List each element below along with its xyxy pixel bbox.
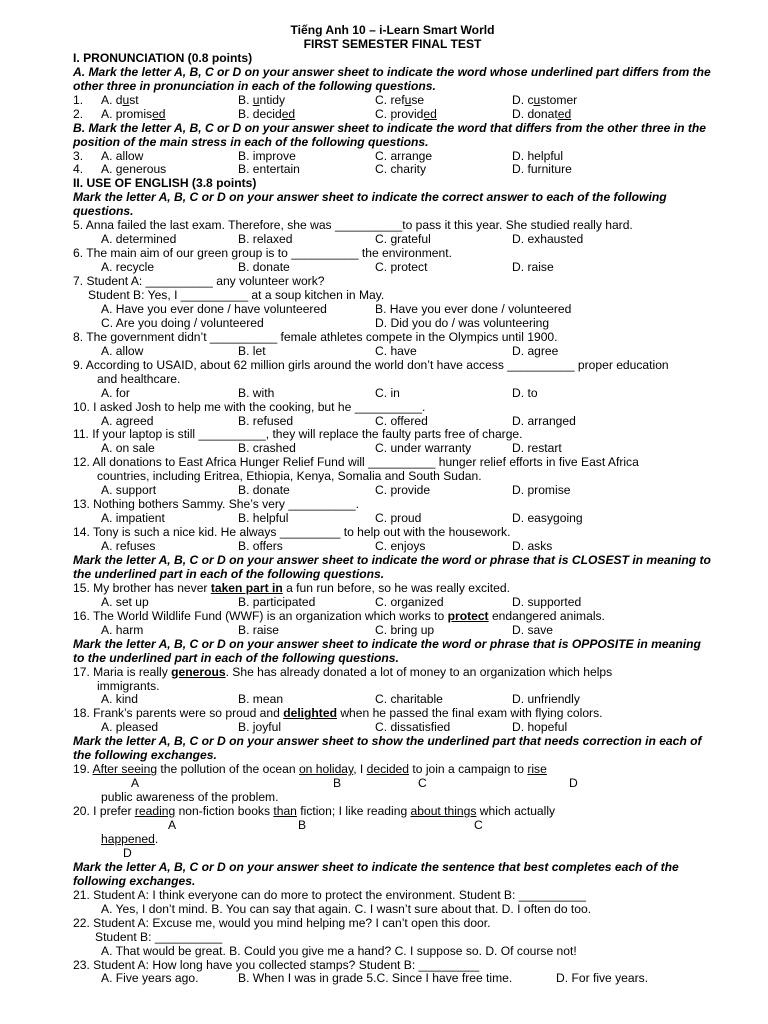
question-8-options bbox=[73, 345, 712, 359]
question-12-text-2: countries, including Eritrea, Ethiopia, Kenya, Somalia and South Sudan. bbox=[97, 469, 482, 484]
question-11-text: 11. If your laptop is still __________, they will replace the faulty parts free of charge. bbox=[73, 427, 523, 442]
option-a: A. set up bbox=[101, 594, 149, 609]
option-c: C. provide bbox=[375, 483, 431, 498]
question-number: 4. bbox=[73, 162, 84, 177]
question-8-text: 8. The government didn’t __________ female athletes compete in the Olympics until 1900. bbox=[73, 329, 558, 344]
option-d: D. agree bbox=[512, 343, 559, 358]
option-a: A. dust bbox=[101, 92, 139, 107]
question-16-text: 16. The World Wildlife Fund (WWF) is an organization which works to protect endangered animals. bbox=[73, 608, 605, 623]
instruction-closest: Mark the letter A, B, C or D on your answer sheet to indicate the word or phrase that is CLOSEST in meaning to the underlined part in each of the following questions. bbox=[73, 552, 711, 581]
question-10-text: 10. I asked Josh to help me with the cooking, but he __________. bbox=[73, 399, 426, 414]
option-c: C. proud bbox=[375, 511, 422, 526]
question-15-text: 15. My brother has never taken part in a fun run before, so he was really excited. bbox=[73, 580, 510, 595]
question-4 bbox=[73, 163, 712, 177]
question-17-text-2: immigrants. bbox=[97, 678, 160, 693]
question-16-options bbox=[73, 624, 712, 638]
letter-c: C bbox=[474, 818, 483, 833]
section-pronunciation-heading: I. PRONUNCIATION (0.8 points) bbox=[73, 50, 253, 65]
letter-a: A bbox=[131, 776, 140, 791]
option-c: C. under warranty bbox=[375, 441, 472, 456]
option-d: D. restart bbox=[512, 441, 562, 456]
letter-b: B bbox=[298, 818, 307, 833]
option-d: D. exhausted bbox=[512, 232, 584, 247]
underlined-part-d: rise bbox=[527, 762, 547, 777]
option-a: A. Five years ago. bbox=[101, 971, 199, 986]
option-d: D. Did you do / was volunteering bbox=[375, 315, 550, 330]
instruction-error-correction: Mark the letter A, B, C or D on your answer sheet to show the underlined part that needs correction in each of the following exchanges. bbox=[73, 734, 702, 763]
option-b: B. entertain bbox=[238, 162, 300, 177]
option-b: B. joyful bbox=[238, 720, 282, 735]
option-d: D. unfriendly bbox=[512, 692, 580, 707]
option-b: B. donate bbox=[238, 260, 290, 275]
option-d: D. save bbox=[512, 622, 553, 637]
option-d: D. supported bbox=[512, 594, 582, 609]
underlined-part-b: than bbox=[273, 804, 297, 819]
option-d: D. easygoing bbox=[512, 511, 583, 526]
option-c: C. charity bbox=[375, 162, 427, 177]
option-b: B. refused bbox=[238, 413, 294, 428]
question-number: 3. bbox=[73, 148, 84, 163]
option-c: C. charitable bbox=[375, 692, 443, 707]
option-a: A. recycle bbox=[101, 260, 155, 275]
option-a: A. agreed bbox=[101, 413, 154, 428]
option-b: B. raise bbox=[238, 622, 279, 637]
option-d: D. promise bbox=[512, 483, 571, 498]
question-7-text: 7. Student A: __________ any volunteer work? bbox=[73, 274, 325, 289]
option-d: D. donated bbox=[512, 106, 572, 121]
document-subtitle: FIRST SEMESTER FINAL TEST bbox=[303, 36, 482, 51]
option-c: C. enjoys bbox=[375, 539, 426, 554]
question-14-options bbox=[73, 540, 712, 554]
option-c: C. in bbox=[375, 385, 400, 400]
question-14-text: 14. Tony is such a nice kid. He always _________ to help out with the housework. bbox=[73, 525, 511, 540]
option-a: A. allow bbox=[101, 343, 144, 358]
option-b: B. untidy bbox=[238, 92, 286, 107]
option-c: C. dissatisfied bbox=[375, 720, 451, 735]
document-title: Tiếng Anh 10 – i-Learn Smart World bbox=[290, 23, 495, 37]
option-a: A. kind bbox=[101, 692, 138, 707]
question-9-options bbox=[73, 387, 712, 401]
underlined-phrase: delighted bbox=[283, 706, 337, 721]
section-use-of-english-heading: II. USE OF ENGLISH (3.8 points) bbox=[73, 176, 257, 191]
option-c: C. arrange bbox=[375, 148, 433, 163]
option-c: C. offered bbox=[375, 413, 428, 428]
question-number: 1. bbox=[73, 92, 84, 107]
option-c: C. organized bbox=[375, 594, 444, 609]
option-d: D. helpful bbox=[512, 148, 564, 163]
option-d: D. to bbox=[512, 385, 538, 400]
letter-d: D bbox=[569, 776, 578, 791]
question-7-options-row-1 bbox=[73, 303, 712, 317]
letter-a: A bbox=[168, 818, 177, 833]
option-a: A. refuses bbox=[101, 539, 156, 554]
instruction-stress: B. Mark the letter A, B, C or D on your answer sheet to indicate the word that differs from the other three in the position of the main stress in each of the following questions. bbox=[73, 120, 706, 149]
question-18-options bbox=[73, 721, 712, 735]
underlined-phrase: generous bbox=[171, 664, 226, 679]
underlined-phrase: protect bbox=[447, 608, 489, 623]
option-c: C. bring up bbox=[375, 622, 435, 637]
question-22-text-2: Student B: __________ bbox=[95, 929, 223, 944]
question-7-text-2: Student B: Yes, I __________ at a soup kitchen in May. bbox=[88, 288, 385, 303]
question-9-text-2: and healthcare. bbox=[97, 371, 181, 386]
option-b: B. improve bbox=[238, 148, 296, 163]
option-b: B. relaxed bbox=[238, 232, 293, 247]
question-13-text: 13. Nothing bothers Sammy. She’s very __________. bbox=[73, 497, 359, 512]
letter-d: D bbox=[123, 845, 132, 860]
question-5-text: 5. Anna failed the last exam. Therefore, she was __________to pass it this year. She studied really hard. bbox=[73, 218, 633, 233]
option-c: C. protect bbox=[375, 260, 428, 275]
option-d: D. For five years. bbox=[556, 971, 649, 986]
option-a: A. support bbox=[101, 483, 157, 498]
question-12-options bbox=[73, 484, 712, 498]
option-b: B. offers bbox=[238, 539, 283, 554]
question-17-options bbox=[73, 693, 712, 707]
option-d: D. raise bbox=[512, 260, 554, 275]
question-10-options bbox=[73, 415, 712, 429]
underlined-part-c: decided bbox=[366, 762, 410, 777]
question-22-text: 22. Student A: Excuse me, would you mind helping me? I can’t open this door. bbox=[73, 915, 491, 930]
option-a: A. for bbox=[101, 385, 130, 400]
underlined-part-d: happened bbox=[101, 831, 155, 846]
question-6-text: 6. The main aim of our green group is to __________ the environment. bbox=[73, 246, 452, 261]
option-b: B. with bbox=[238, 385, 275, 400]
question-23-text: 23. Student A: How long have you collected stamps? Student B: _________ bbox=[73, 957, 480, 972]
question-2 bbox=[73, 108, 712, 122]
option-b: B. decided bbox=[238, 106, 296, 121]
question-5-options bbox=[73, 233, 712, 247]
question-20-letter-d bbox=[73, 847, 712, 861]
option-b: B. crashed bbox=[238, 441, 296, 456]
question-19-letters bbox=[73, 777, 712, 791]
instruction-exchanges: Mark the letter A, B, C or D on your answer sheet to indicate the sentence that best completes each of the following exchanges. bbox=[73, 859, 679, 888]
question-11-options bbox=[73, 442, 712, 456]
option-d: D. furniture bbox=[512, 162, 572, 177]
option-b: B. helpful bbox=[238, 511, 289, 526]
option-d: D. arranged bbox=[512, 413, 576, 428]
question-19-text-2: public awareness of the problem. bbox=[101, 790, 279, 805]
question-12-text: 12. All donations to East Africa Hunger Relief Fund will __________ hunger relief efforts in five East Africa bbox=[73, 455, 639, 470]
option-b: B. let bbox=[238, 343, 266, 358]
question-20-text-2: happened. bbox=[101, 831, 159, 846]
option-a: A. pleased bbox=[101, 720, 159, 735]
option-c: C. Are you doing / volunteered bbox=[101, 315, 264, 330]
question-18-text: 18. Frank’s parents were so proud and delighted when he passed the final exam with flying colors. bbox=[73, 706, 603, 721]
option-d: D. hopeful bbox=[512, 720, 568, 735]
option-c: C. have bbox=[375, 343, 417, 358]
option-a: A. promised bbox=[101, 106, 166, 121]
option-d: D. asks bbox=[512, 539, 553, 554]
underlined-part-c: about things bbox=[410, 804, 477, 819]
question-20-text: 20. I prefer reading non-fiction books than fiction; I like reading about things which actually bbox=[73, 804, 556, 819]
option-a: A. harm bbox=[101, 622, 144, 637]
underlined-part-a: reading bbox=[134, 804, 176, 819]
letter-b: B bbox=[333, 776, 342, 791]
question-21-options: A. Yes, I don’t mind. B. You can say that again. C. I wasn’t sure about that. D. I often do too. bbox=[101, 901, 592, 916]
option-b: B. Have you ever done / volunteered bbox=[375, 301, 572, 316]
question-13-options bbox=[73, 512, 712, 526]
question-15-options bbox=[73, 596, 712, 610]
option-c: C. provided bbox=[375, 106, 437, 121]
option-a: A. Have you ever done / have volunteered bbox=[101, 301, 327, 316]
option-a: A. impatient bbox=[101, 511, 165, 526]
letter-c: C bbox=[418, 776, 427, 791]
question-7-options-row-2 bbox=[73, 317, 712, 331]
question-20-letters bbox=[73, 819, 712, 833]
option-c: C. grateful bbox=[375, 232, 431, 247]
question-17-text: 17. Maria is really generous. She has already donated a lot of money to an organization which helps bbox=[73, 664, 613, 679]
underlined-phrase: taken part in bbox=[210, 580, 283, 595]
question-3 bbox=[73, 150, 712, 164]
option-a: A. on sale bbox=[101, 441, 155, 456]
option-a: A. generous bbox=[101, 162, 167, 177]
question-19-text: 19. After seeing the pollution of the ocean on holiday, I decided to join a campaign to rise bbox=[73, 762, 547, 777]
question-number: 2. bbox=[73, 106, 84, 121]
option-a: A. allow bbox=[101, 148, 144, 163]
instruction-pronunciation: A. Mark the letter A, B, C or D on your answer sheet to indicate the word whose underlined part differs from the other three in pronunciation in each of the following questions. bbox=[73, 64, 711, 93]
option-b: B. donate bbox=[238, 483, 290, 498]
question-22-options: A. That would be great. B. Could you give me a hand? C. I suppose so. D. Of course not! bbox=[101, 943, 577, 958]
question-23-options bbox=[73, 972, 712, 986]
question-1 bbox=[73, 94, 712, 108]
option-d: D. customer bbox=[512, 92, 578, 107]
instruction-correct-answer: Mark the letter A, B, C or D on your answer sheet to indicate the correct answer to each of the following questions. bbox=[73, 190, 667, 219]
option-b: B. participated bbox=[238, 594, 316, 609]
option-b: B. mean bbox=[238, 692, 284, 707]
question-21-text: 21. Student A: I think everyone can do more to protect the environment. Student B: __________ bbox=[73, 887, 586, 902]
instruction-opposite: Mark the letter A, B, C or D on your answer sheet to indicate the word or phrase that is OPPOSITE in meaning to the underlined part in each of the following questions. bbox=[73, 636, 701, 665]
option-a: A. determined bbox=[101, 232, 177, 247]
option-b-c: B. When I was in grade 5.C. Since I have free time. bbox=[238, 971, 513, 986]
option-c: C. refuse bbox=[375, 92, 425, 107]
underlined-part-b: on holiday bbox=[298, 762, 354, 777]
question-9-text: 9. According to USAID, about 62 million girls around the world don’t have access __________ proper education bbox=[73, 357, 669, 372]
underlined-part-a: After seeing bbox=[92, 762, 158, 777]
question-6-options bbox=[73, 261, 712, 275]
